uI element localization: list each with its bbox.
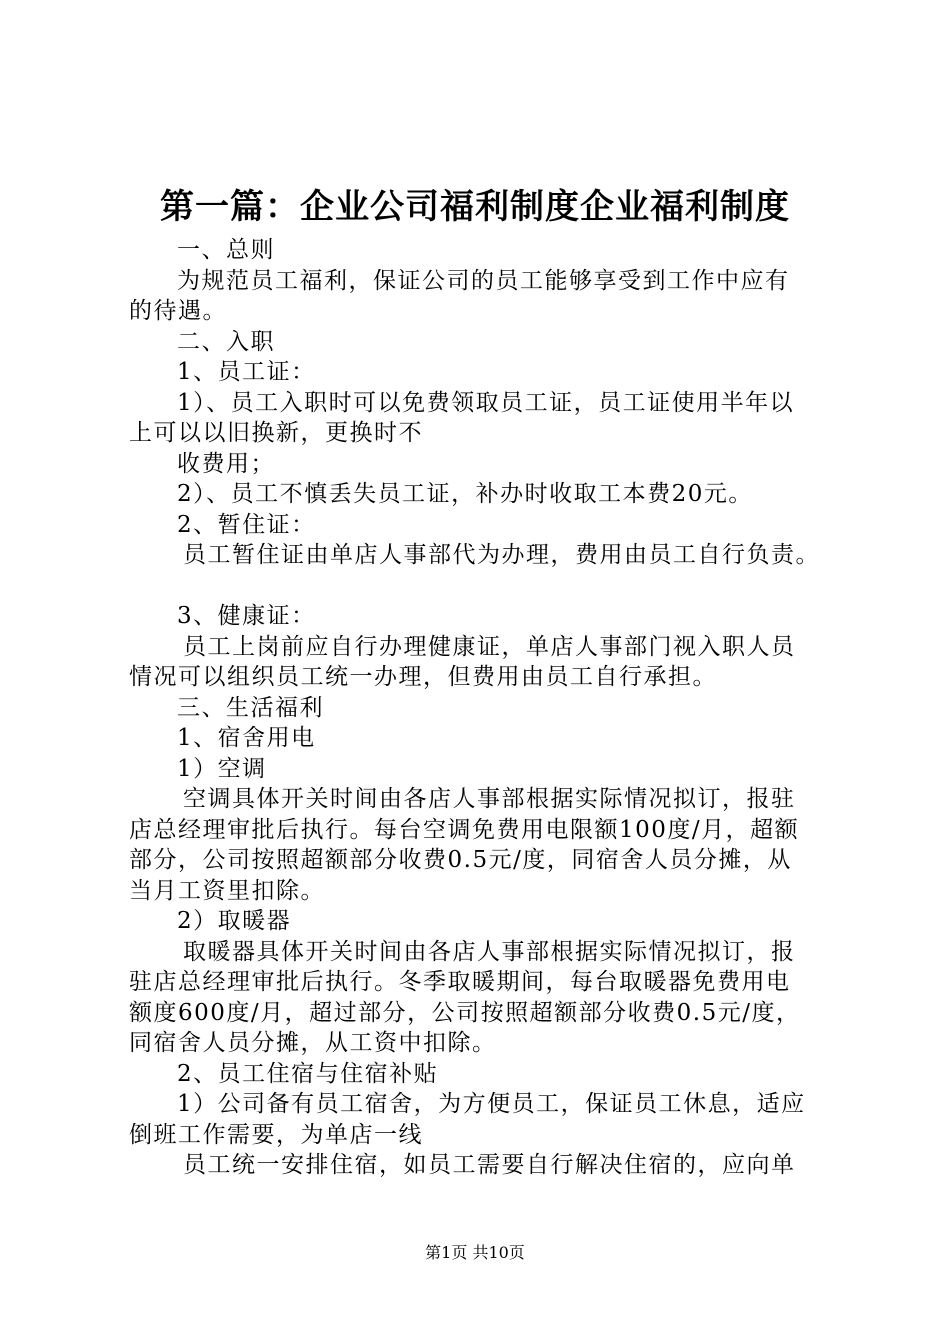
paragraph-line: 驻店总经理审批后执行。冬季取暖期间，每台取暖器免费用电 [129, 969, 791, 995]
paragraph-line: 空调具体开关时间由各店人事部根据实际情况拟订，报驻 [183, 786, 796, 812]
paragraph-line: 2）、员工不慎丢失员工证，补办时收取工本费20元。 [177, 481, 753, 507]
paragraph-line: 倒班工作需要，为单店一线 [129, 1121, 423, 1148]
subsection-heading-employee-card: 1、员工证： [177, 359, 316, 385]
subsection-heading-health-certificate: 3、健康证： [177, 603, 316, 629]
paragraph-line: 为规范员工福利，保证公司的员工能够享受到工作中应有 [177, 267, 790, 294]
paragraph-line: 取暖器具体开关时间由各店人事部根据实际情况拟订，报 [183, 938, 796, 965]
paragraph-line: 的待遇。 [129, 298, 227, 324]
subsection-heading-housing: 2、员工住宿与住宿补贴 [177, 1060, 439, 1087]
subsection-heading-residence-permit: 2、暂住证： [177, 511, 316, 538]
paragraph-line: 部分，公司按照超额部分收费0.5元/度，同宿舍人员分摊，从 [129, 847, 792, 873]
paragraph-line: 员工上岗前应自行办理健康证，单店人事部门视入职人员 [183, 633, 796, 660]
item-heading-heater: 2）取暖器 [177, 908, 292, 934]
section-heading-general: 一、总则 [177, 237, 275, 263]
paragraph-line: 当月工资里扣除。 [129, 877, 325, 904]
section-heading-onboarding: 二、入职 [177, 328, 275, 355]
paragraph-line: 收费用； [177, 450, 275, 477]
page-number-footer: 第1页 共10页 [425, 1243, 525, 1262]
paragraph-line: 上可以以旧换新，更换时不 [129, 420, 423, 446]
blank-line [129, 571, 849, 602]
section-heading-living-benefits: 三、生活福利 [177, 694, 324, 721]
document-body [129, 235, 849, 1181]
document-title: 第一篇：企业公司福利制度企业福利制度 [160, 187, 790, 227]
paragraph-line: 情况可以组织员工统一办理，但费用由员工自行承担。 [129, 664, 717, 690]
paragraph-line: 额度600度/月，超过部分，公司按照超额部分收费0.5元/度， [129, 999, 801, 1026]
item-heading-air-conditioner: 1）空调 [177, 755, 267, 782]
subsection-heading-dorm-electricity: 1、宿舍用电 [177, 725, 316, 751]
paragraph-line: 员工统一安排住宿，如员工需要自行解决住宿的，应向单 [183, 1152, 796, 1178]
paragraph-line: 1）、员工入职时可以免费领取员工证，员工证使用半年以 [177, 389, 795, 416]
paragraph-line: 同宿舍人员分摊，从工资中扣除。 [129, 1030, 497, 1056]
paragraph-line: 店总经理审批后执行。每台空调免费用电限额100度/月，超额 [129, 816, 800, 843]
paragraph-line: 1）公司备有员工宿舍，为方便员工，保证员工休息，适应 [177, 1091, 806, 1117]
paragraph-line: 员工暂住证由单店人事部代为办理，费用由员工自行负责。 [183, 542, 820, 568]
